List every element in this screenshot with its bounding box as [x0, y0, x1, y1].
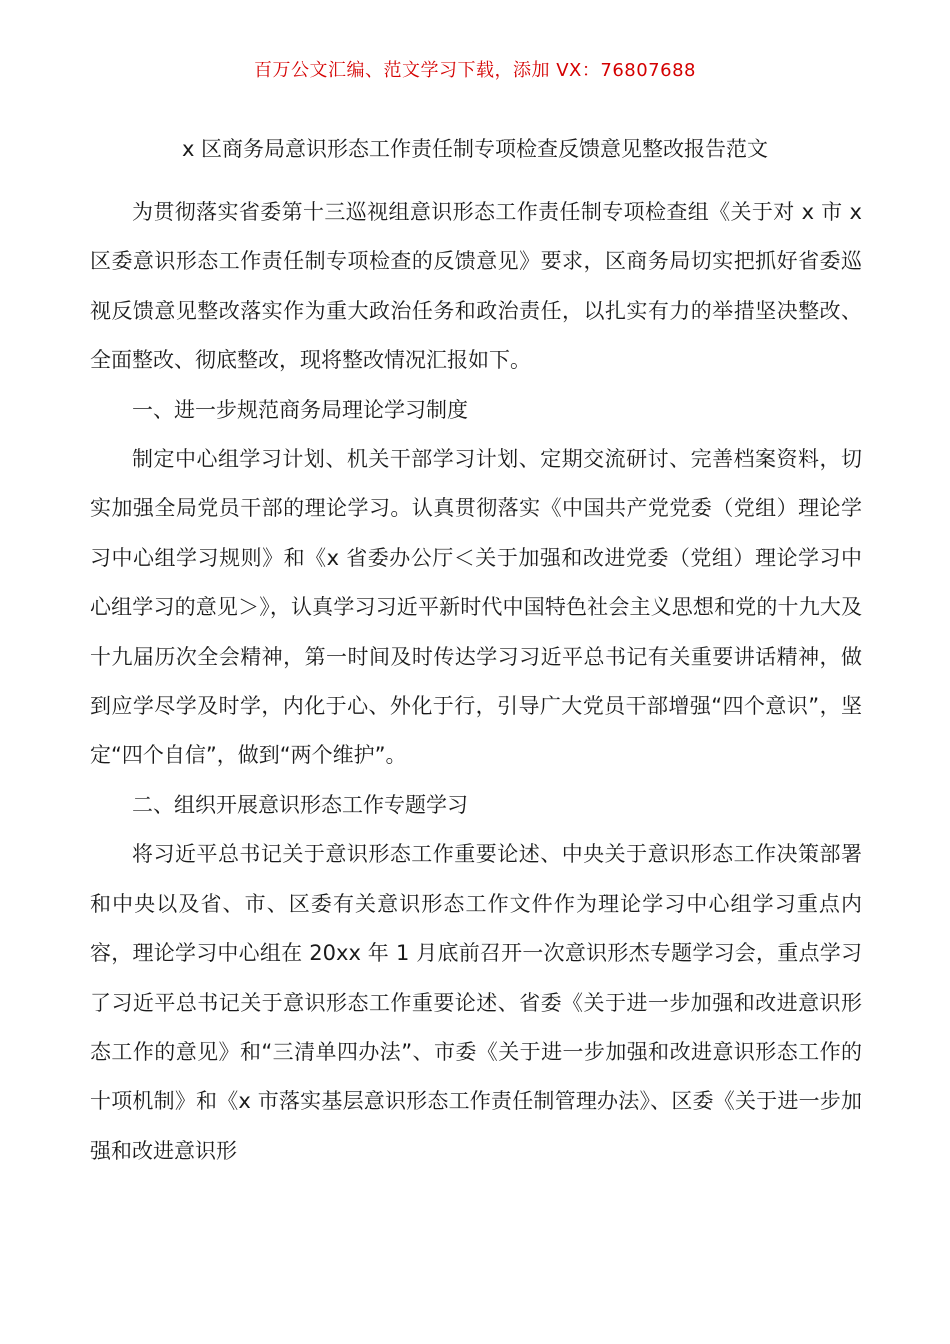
- section-paragraph-1: 制定中心组学习计划、机关干部学习计划、定期交流研讨、完善档案资料，切实加强全局党员干部的理论学习。认真贯彻落实《中国共产党党委（党组）理论学习中心组学习规则》和《x 省委办公厅＜关于加强和改进党委（党组）理论学习中心组学习的意见＞》，认真学习习近平新时代中国特色社会主义思想和党的十九大及十九届历次全会精神，第一时间及时传达学习习近平总书记有关重要讲话精神，做到应学尽学及时学，内化于心、外化于行，引导广大党员干部增强“四个意识”，坚定“四个自信”，做到“两个维护”。: [90, 447, 862, 768]
- document-body: [90, 188, 862, 1176]
- section-heading-1: 一、进一步规范商务局理论学习制度: [132, 397, 468, 422]
- document-title: x 区商务局意识形态工作责任制专项检查反馈意见整改报告范文: [181, 137, 769, 161]
- promo-banner: 百万公文汇编、范文学习下载，添加 VX：76807688: [254, 60, 696, 81]
- section-heading-2: 二、组织开展意识形态工作专题学习: [132, 792, 468, 817]
- intro-paragraph: 为贯彻落实省委第十三巡视组意识形态工作责任制专项检查组《关于对 x 市 x 区委意识形态工作责任制专项检查的反馈意见》要求，区商务局切实把抓好省委巡视反馈意见整改落实作为重大政治任务和政治责任，以扎实有力的举措坚决整改、全面整改、彻底整改，现将整改情况汇报如下。: [90, 200, 862, 373]
- section-paragraph-2: 将习近平总书记关于意识形态工作重要论述、中央关于意识形态工作决策部署和中央以及省、市、区委有关意识形态工作文件作为理论学习中心组学习重点内容，理论学习中心组在 20xx 年 1 月底前召开一次意识形杰专题学习会，重点学习了习近平总书记关于意识形态工作重要论述、省委《关于进一步加强和改进意识形态工作的意见》和“三清单四办法”、市委《关于进一步加强和改进意识形态工作的十项机制》和《x 市落实基层意识形态工作责任制管理办法》、区委《关于进一步加强和改进意识形: [90, 842, 862, 1163]
